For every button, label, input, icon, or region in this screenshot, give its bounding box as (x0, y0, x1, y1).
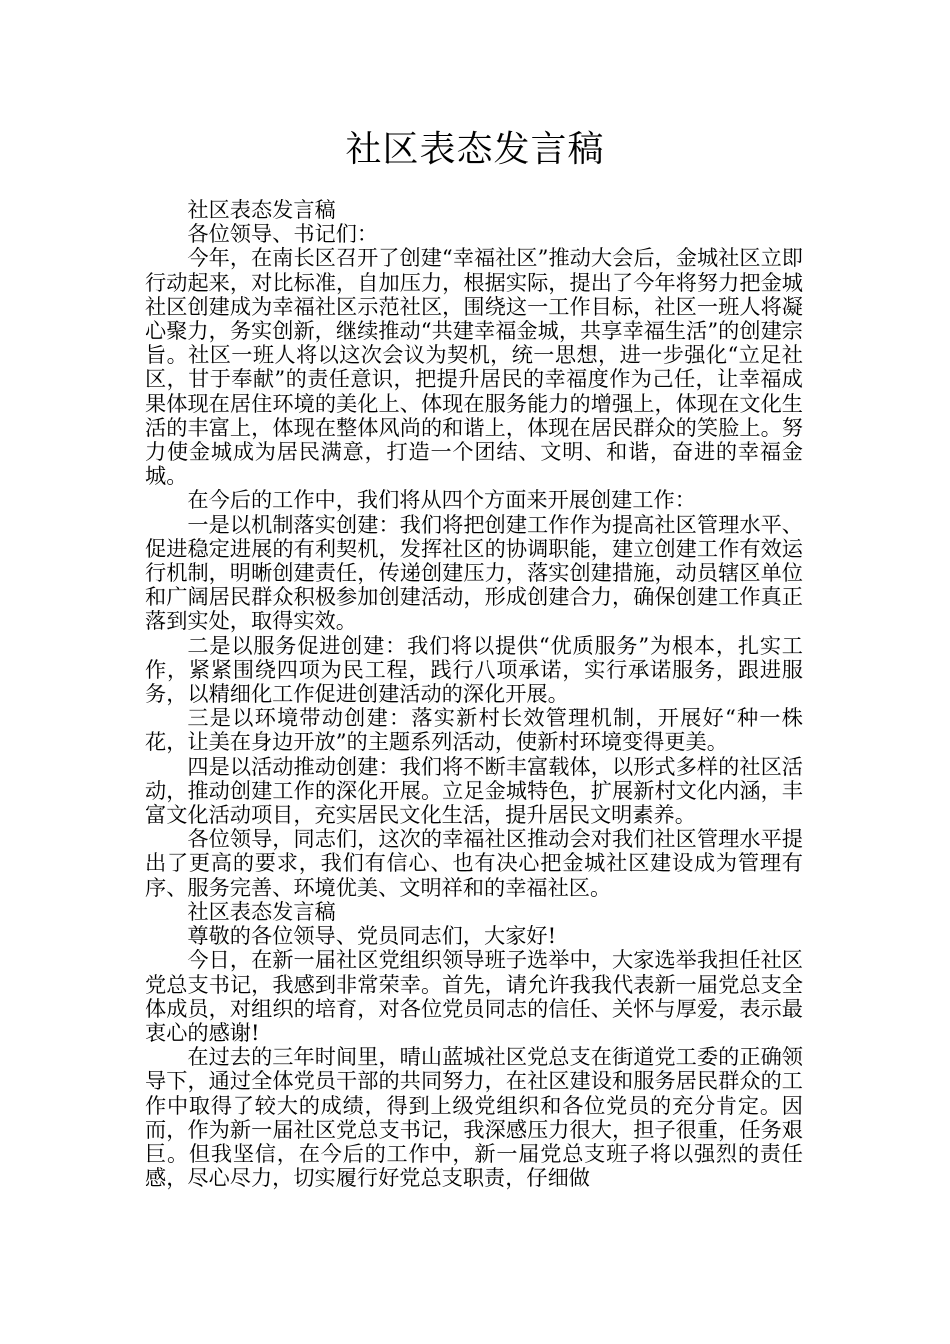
paragraph: 各位领导，同志们，这次的幸福社区推动会对我们社区管理水平提出了更高的要求，我们有信心、也有决心把金城社区建设成为管理有序、服务完善、环境优美、文明祥和的幸福社区。 (145, 826, 803, 900)
paragraph: 社区表态发言稿 (187, 197, 336, 222)
paragraph: 今年，在南长区召开了创建“幸福社区”推动大会后，金城社区立即行动起来，对比标准，自加压力，根据实际，提出了今年将努力把金城社区创建成为幸福社区示范社区，围绕这一工作目标，社区一班人将凝心聚力，务实创新，继续推动“共建幸福金城，共享幸福生活”的创建宗旨。社区一班人将以这次会议为契机，统一思想，进一步强化“立足社区，甘于奉献”的责任意识，把提升居民的幸福度作为己任，让幸福成果体现在居住环境的美化上、体现在服务能力的增强上，体现在文化生活的丰富上，体现在整体风尚的和谐上，体现在居民群众的笑脸上。努力使金城成为居民满意，打造一个团结、文明、和谐，奋进的幸福金城。 (145, 245, 803, 489)
paragraph: 各位领导、书记们： (187, 221, 379, 247)
paragraph: 在过去的三年时间里，晴山蓝城社区党总支在街道党工委的正确领导下，通过全体党员干部的共同努力，在社区建设和服务居民群众的工作中取得了较大的成绩，得到上级党组织和各位党员的充分肯定。因而，作为新一届社区党总支书记，我深感压力很大，担子很重，任务艰巨。但我坚信，在今后的工作中，新一届党总支班子将以强烈的责任感，尽心尽力，切实履行好党总支职责，仔细做 (145, 1044, 803, 1191)
paragraph: 尊敬的各位领导、党员同志们，大家好! (187, 923, 557, 949)
paragraph: 四是以活动推动创建：我们将不断丰富载体，以形式多样的社区活动，推动创建工作的深化开展。立足金城特色，扩展新村文化内涵，丰富文化活动项目，充实居民文化生活，提升居民文明素养。 (145, 753, 803, 828)
paragraph: 一是以机制落实创建：我们将把创建工作作为提高社区管理水平、促进稳定进展的有利契机，发挥社区的协调职能，建立创建工作有效运行机制，明晰创建责任，传递创建压力，落实创建措施，动员辖区单位和广阔居民群众积极参加创建活动，形成创建合力，确保创建工作真正落到实处，取得实效。 (145, 511, 803, 634)
document-body (145, 198, 803, 1190)
paragraph: 社区表态发言稿 (187, 898, 336, 924)
paragraph: 今日，在新一届社区党组织领导班子选举中，大家选举我担任社区党总支书记，我感到非常荣幸。首先，请允许我我代表新一届党总支全体成员，对组织的培育，对各位党员同志的信任、关怀与厚爱，表示最衷心的感谢! (145, 947, 803, 1045)
paragraph: 二是以服务促进创建：我们将以提供“优质服务”为根本，扎实工作，紧紧围绕四项为民工程，践行八项承诺，实行承诺服务，跟进服务，以精细化工作促进创建活动的深化开展。 (145, 632, 803, 707)
paragraph: 在今后的工作中，我们将从四个方面来开展创建工作： (187, 487, 696, 513)
paragraph: 三是以环境带动创建：落实新村长效管理机制，开展好“种一株花，让美在身边开放”的主题系列活动，使新村环境变得更美。 (145, 705, 803, 755)
document-title: 社区表态发言稿 (345, 129, 605, 170)
